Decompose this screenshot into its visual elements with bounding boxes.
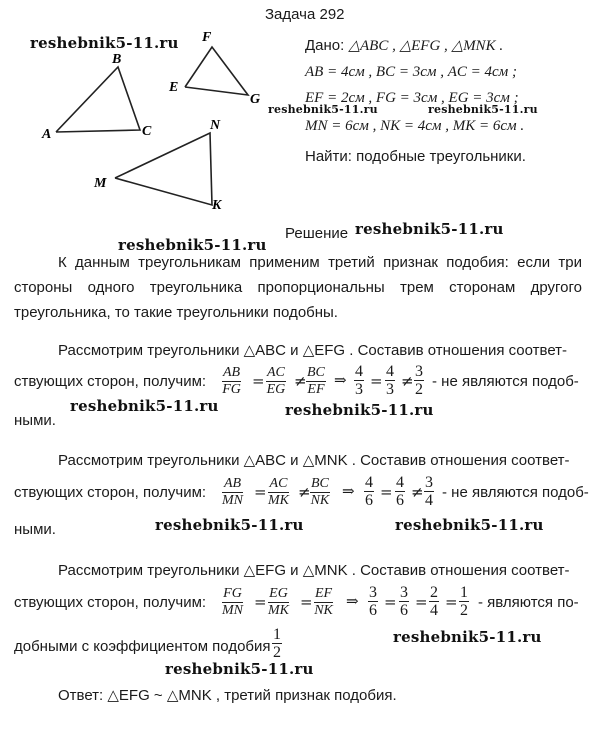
watermark: reshebnik5-11.ru (393, 628, 542, 646)
problem-title: Задача 292 (265, 6, 345, 23)
given-line-2: EF = 2см , FG = 3см , EG = 3см ; (305, 90, 519, 106)
case1-frac-3: $\frac{BC}{EF}$ (307, 365, 325, 397)
case1-nop-1: = (370, 372, 383, 390)
case3-frac-3: $\frac{EF}{NK}$ (314, 586, 333, 618)
case1-frac-1: $\frac{AB}{FG}$ (222, 365, 241, 397)
vertex-label-c: C (142, 124, 152, 139)
given-line-3: MN = 6см , NK = 4см , MK = 6см . (305, 118, 525, 134)
similarity-coefficient: 1 2 (273, 626, 281, 661)
case3-op-1: = (254, 593, 267, 611)
case1-line1: Рассмотрим треугольники △ABC и △EFG . Составив отношения соответ- (58, 342, 568, 359)
case2-num-3: 3 4 (425, 474, 433, 509)
case3-nop-1: = (384, 593, 397, 611)
watermark: reshebnik5-11.ru (428, 103, 538, 116)
case3-num-1: 3 6 (369, 584, 377, 619)
given-header (305, 36, 503, 55)
vertex-label-f: F (202, 30, 212, 45)
vertex-label-b: B (112, 52, 122, 67)
case2-num-1: 4 6 (365, 474, 373, 509)
case2-nop-2: ≠ (411, 483, 424, 501)
case3-lead: ствующих сторон, получим: (14, 594, 207, 611)
case1-num-1: 4 3 (355, 363, 363, 398)
case1-lead: ствующих сторон, получим: (14, 373, 207, 390)
watermark: reshebnik5-11.ru (395, 516, 544, 534)
vertex-label-g: G (250, 92, 261, 107)
case1-frac-2: $\frac{AC}{EG}$ (266, 365, 286, 397)
vertex-label-a: A (42, 127, 52, 142)
case1-tail: - не являются подоб- (432, 373, 579, 390)
given-label: Дано: (305, 37, 345, 54)
case3-frac-1: $\frac{FG}{MN}$ (222, 586, 243, 618)
case1-op-1: = (252, 372, 265, 390)
case1-num-3: 3 2 (415, 363, 423, 398)
triangles-figure (30, 25, 290, 225)
vertex-label-k: K (212, 198, 222, 213)
vertex-label-n: N (210, 118, 221, 133)
case3-end: добными с коэффициентом подобия (14, 638, 271, 655)
vertex-label-m: M (94, 176, 107, 191)
solution-heading: Решение (285, 225, 349, 242)
case1-op-3: ⇒ (334, 371, 347, 389)
watermark: reshebnik5-11.ru (165, 660, 314, 678)
case3-num-4: 1 2 (460, 584, 468, 619)
case2-nop-1: = (380, 483, 393, 501)
answer-line: Ответ: △EFG ~ △MNK , третий признак подобия. (58, 687, 397, 704)
given-line-1: AB = 4см , BC = 3см , AC = 4см ; (305, 64, 517, 80)
case3-tail: - являются по- (478, 594, 579, 611)
case2-op-2: ≠ (298, 483, 311, 501)
given-find: Найти: подобные треугольники. (305, 148, 526, 165)
vertex-label-e: E (169, 80, 179, 95)
case2-tail: - не являются подоб- (442, 484, 589, 501)
intro-paragraph: К данным треугольникам применим третий признак подобия: если три стороны одного треугольника пропорциональны трем сторонам другого треугольника, то такие треугольники подобны. (14, 254, 582, 321)
given-triangles: △ABC , △EFG , △MNK . (348, 38, 504, 54)
case3-frac-2: $\frac{EG}{MK}$ (268, 586, 289, 618)
case2-end: ными. (14, 521, 56, 538)
case3-num-3: 2 4 (430, 584, 438, 619)
case1-op-2: ≠ (294, 372, 307, 390)
case2-op-3: ⇒ (342, 482, 355, 500)
case1-nop-2: ≠ (401, 372, 414, 390)
case1-end: ными. (14, 412, 56, 429)
case2-frac-1: $\frac{AB}{MN}$ (222, 476, 243, 508)
case3-num-2: 3 6 (400, 584, 408, 619)
case2-line1: Рассмотрим треугольники △ABC и △MNK . Составив отношения соответ- (58, 452, 570, 469)
case3-op-3: ⇒ (346, 592, 359, 610)
case2-lead: ствующих сторон, получим: (14, 484, 207, 501)
watermark: reshebnik5-11.ru (268, 103, 378, 116)
case1-num-2: 4 3 (386, 363, 394, 398)
case3-nop-2: = (415, 593, 428, 611)
watermark: reshebnik5-11.ru (355, 220, 504, 238)
watermark: reshebnik5-11.ru (285, 401, 434, 419)
watermark: reshebnik5-11.ru (70, 397, 219, 415)
case2-op-1: = (254, 483, 267, 501)
case3-op-2: = (300, 593, 313, 611)
watermark: reshebnik5-11.ru (155, 516, 304, 534)
watermark: reshebnik5-11.ru (118, 236, 267, 254)
case2-num-2: 4 6 (396, 474, 404, 509)
case3-nop-3: = (445, 593, 458, 611)
case2-frac-3: $\frac{BC}{NK}$ (310, 476, 330, 508)
case2-frac-2: $\frac{AC}{MK}$ (268, 476, 289, 508)
case3-line1: Рассмотрим треугольники △EFG и △MNK . Составив отношения соответ- (58, 562, 570, 579)
watermark: reshebnik5-11.ru (30, 34, 179, 52)
